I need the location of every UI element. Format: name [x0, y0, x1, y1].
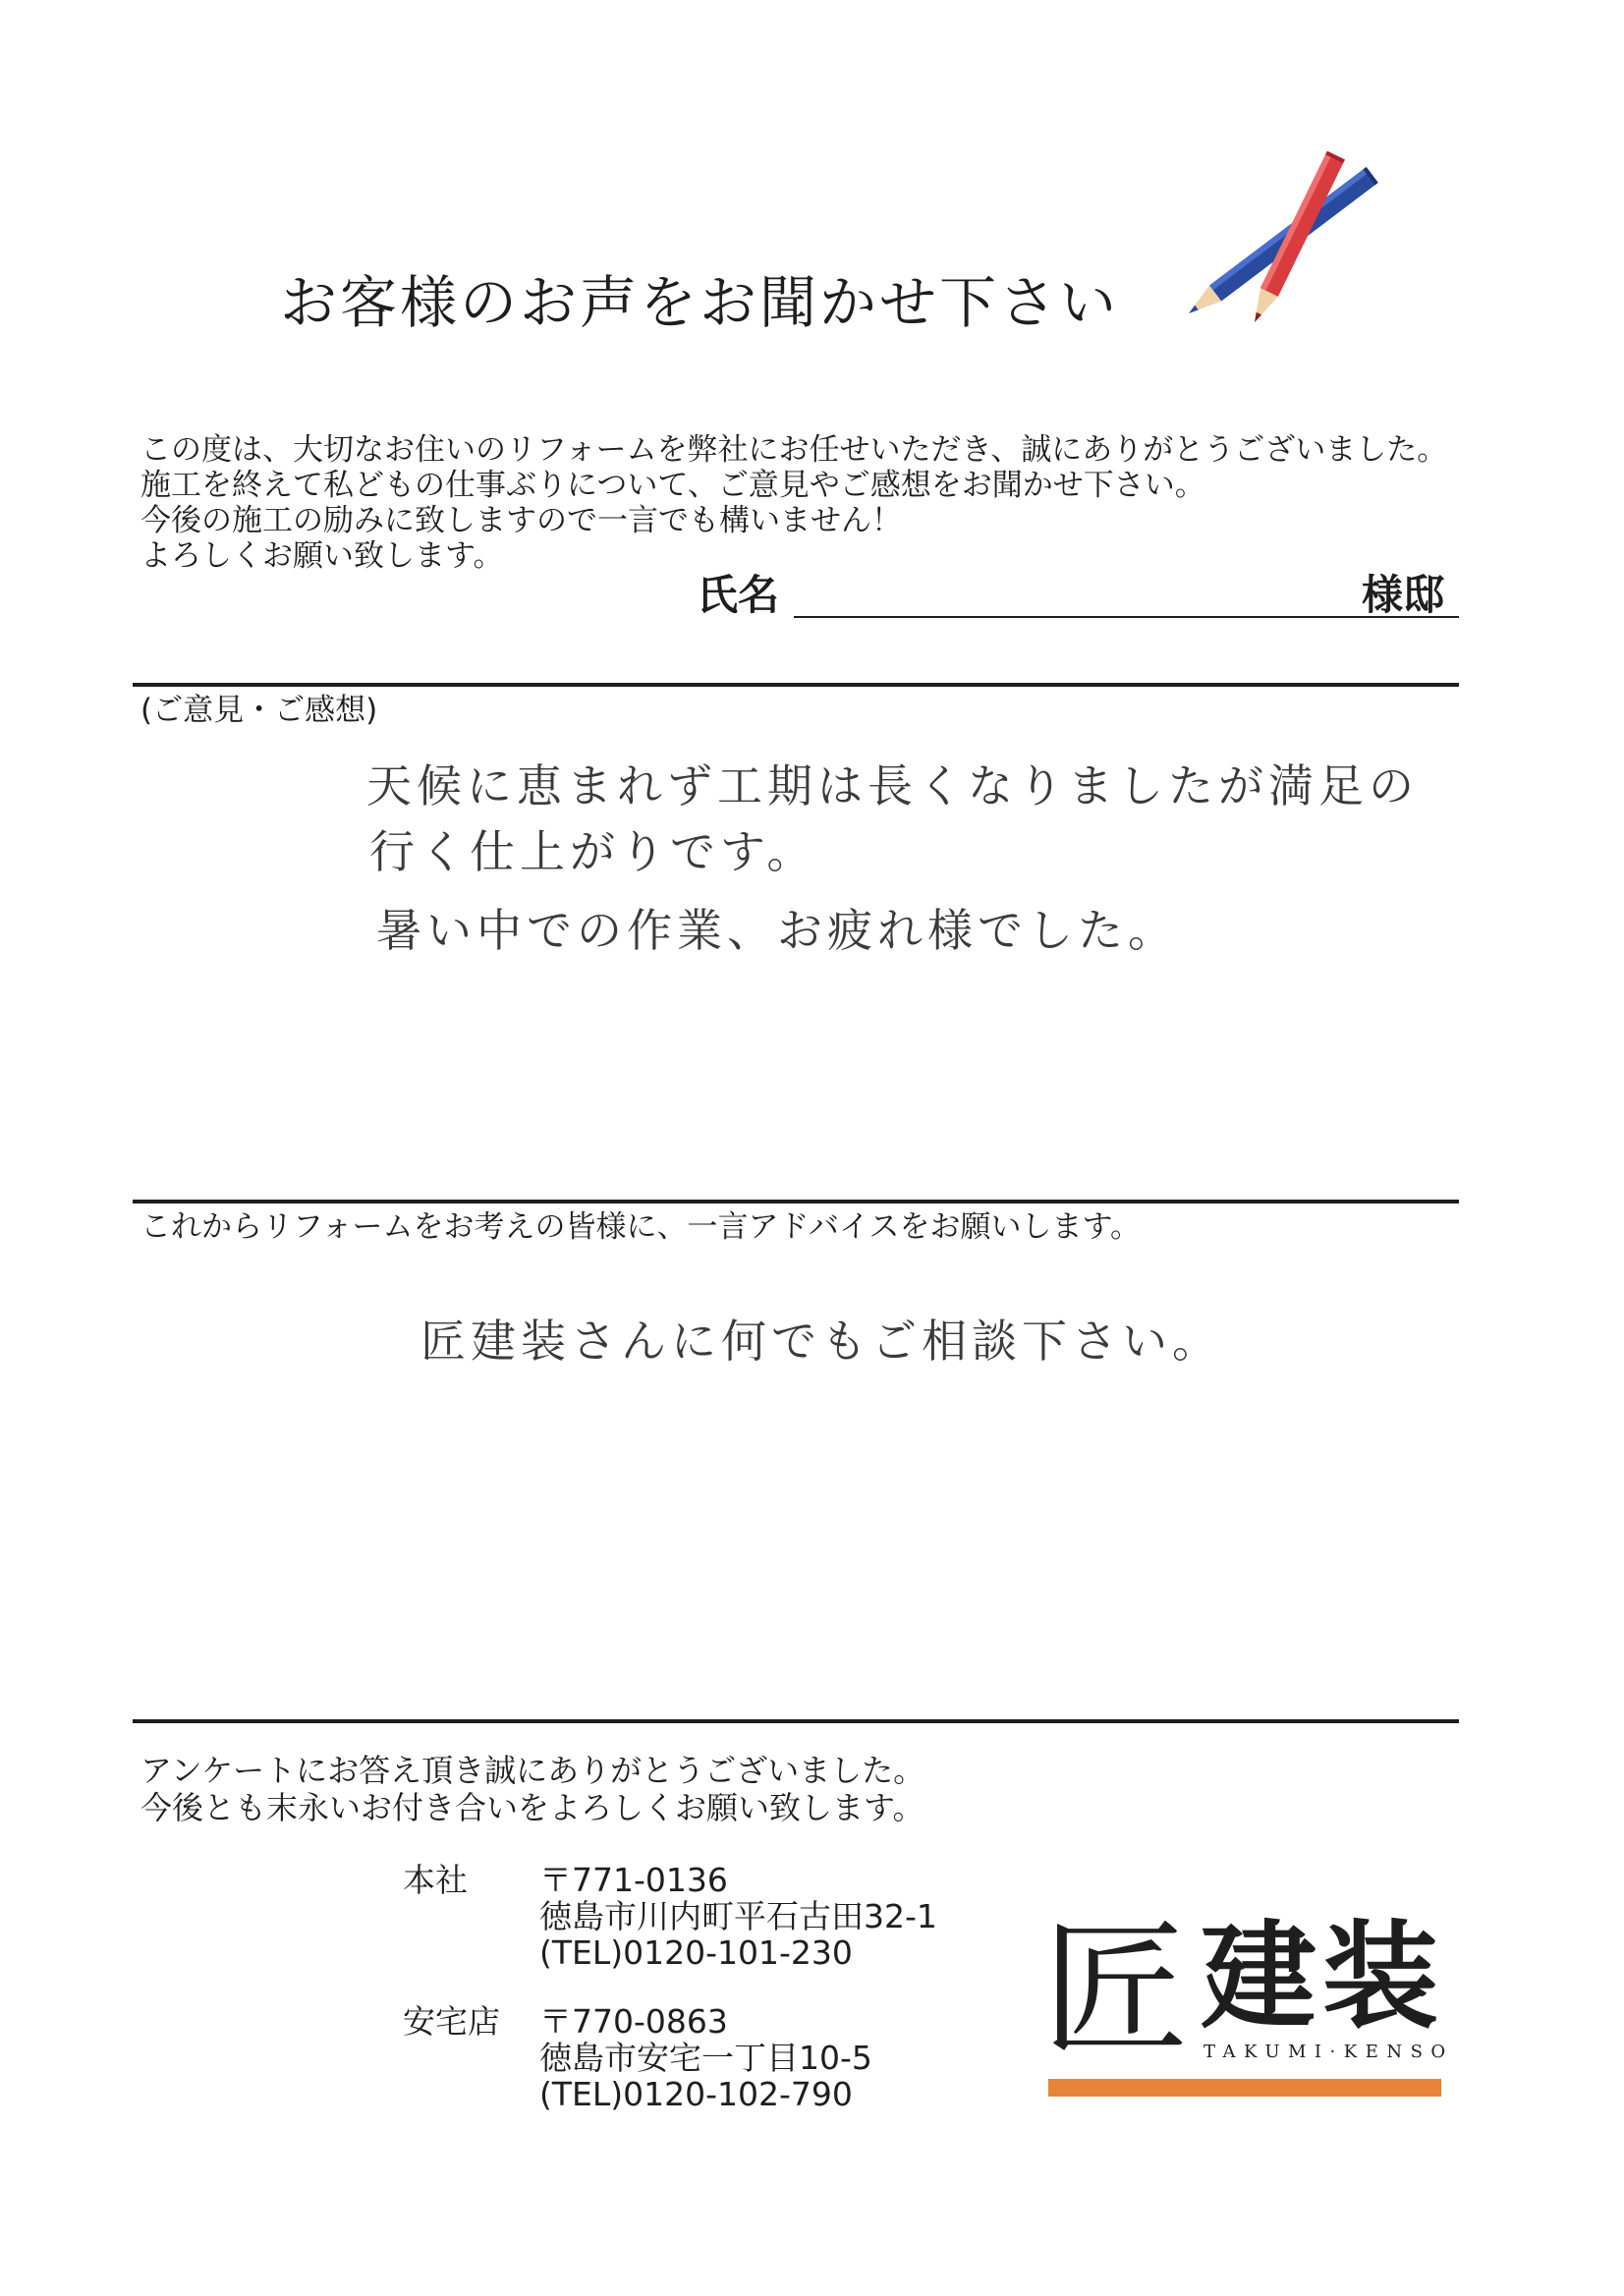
- intro-line: 今後の施工の励みに致しますので一言でも構いません！: [140, 503, 902, 538]
- company-logo-romaji: TAKUMI·KENSO: [1204, 2042, 1454, 2062]
- blue-pencil: [1183, 167, 1378, 321]
- name-blank-underline: [794, 616, 1459, 618]
- handwritten-advice-line: 匠建装さんに何でもご相談下さい。: [420, 1315, 1222, 1368]
- intro-paragraph: [140, 432, 1447, 574]
- section-divider: [133, 683, 1459, 687]
- footer-thanks-line: 今後とも末永いお付き合いをよろしくお願い致します。: [140, 1789, 924, 1826]
- office-address: 徳島市川内町平石古田32-1: [539, 1897, 937, 1935]
- intro-line: よろしくお願い致します。: [140, 538, 504, 574]
- red-pencil: [1246, 151, 1345, 327]
- office-name-head: 本社: [403, 1861, 468, 1899]
- company-logo-main-kanji: 匠: [1041, 1905, 1190, 2076]
- company-logo-sub-kanji: 建装: [1201, 1908, 1445, 2044]
- name-suffix: 様邸: [1362, 571, 1445, 619]
- section-divider: [133, 1719, 1459, 1723]
- page-title: お客様のお声をお聞かせ下さい: [280, 269, 1120, 336]
- office-phone: (TEL)0120-102-790: [539, 2075, 853, 2113]
- company-logo-accent-bar: [1048, 2079, 1441, 2097]
- office-address: 徳島市安宅一丁目10-5: [539, 2039, 872, 2077]
- office-phone: (TEL)0120-101-230: [539, 1933, 853, 1972]
- office-name-ataka: 安宅店: [403, 2002, 500, 2041]
- office-postal-code: 〒771-0136: [539, 1861, 728, 1899]
- name-label: 氏名: [697, 571, 780, 619]
- advice-heading: これからリフォームをお考えの皆様に、一言アドバイスをお願いします。: [140, 1209, 1142, 1245]
- comments-heading: (ご意見・ご感想): [140, 693, 378, 728]
- intro-line: この度は、大切なお住いのリフォームを弊社にお任せいただき、誠にありがとうございました。: [140, 432, 1448, 468]
- crossed-pencils-icon: [1169, 147, 1385, 334]
- intro-line: 施工を終えて私どもの仕事ぶりについて、ご意見やご感想をお聞かせ下さい。: [140, 468, 1205, 503]
- footer-thanks-line: アンケートにお答え頂き誠にありがとうございました。: [140, 1752, 925, 1789]
- section-divider: [133, 1200, 1459, 1204]
- handwritten-comment-line: 行く仕上がりです。: [369, 825, 817, 878]
- office-details-ataka: [539, 2003, 872, 2112]
- office-postal-code: 〒770-0863: [539, 2002, 728, 2041]
- office-details-head: [539, 1862, 937, 1971]
- handwritten-comment-line: 天候に恵まれず工期は長くなりましたが満足の: [366, 759, 1419, 812]
- footer-thanks: [140, 1752, 924, 1826]
- handwritten-comment-line: 暑い中での作業、お疲れ様でした。: [376, 904, 1178, 957]
